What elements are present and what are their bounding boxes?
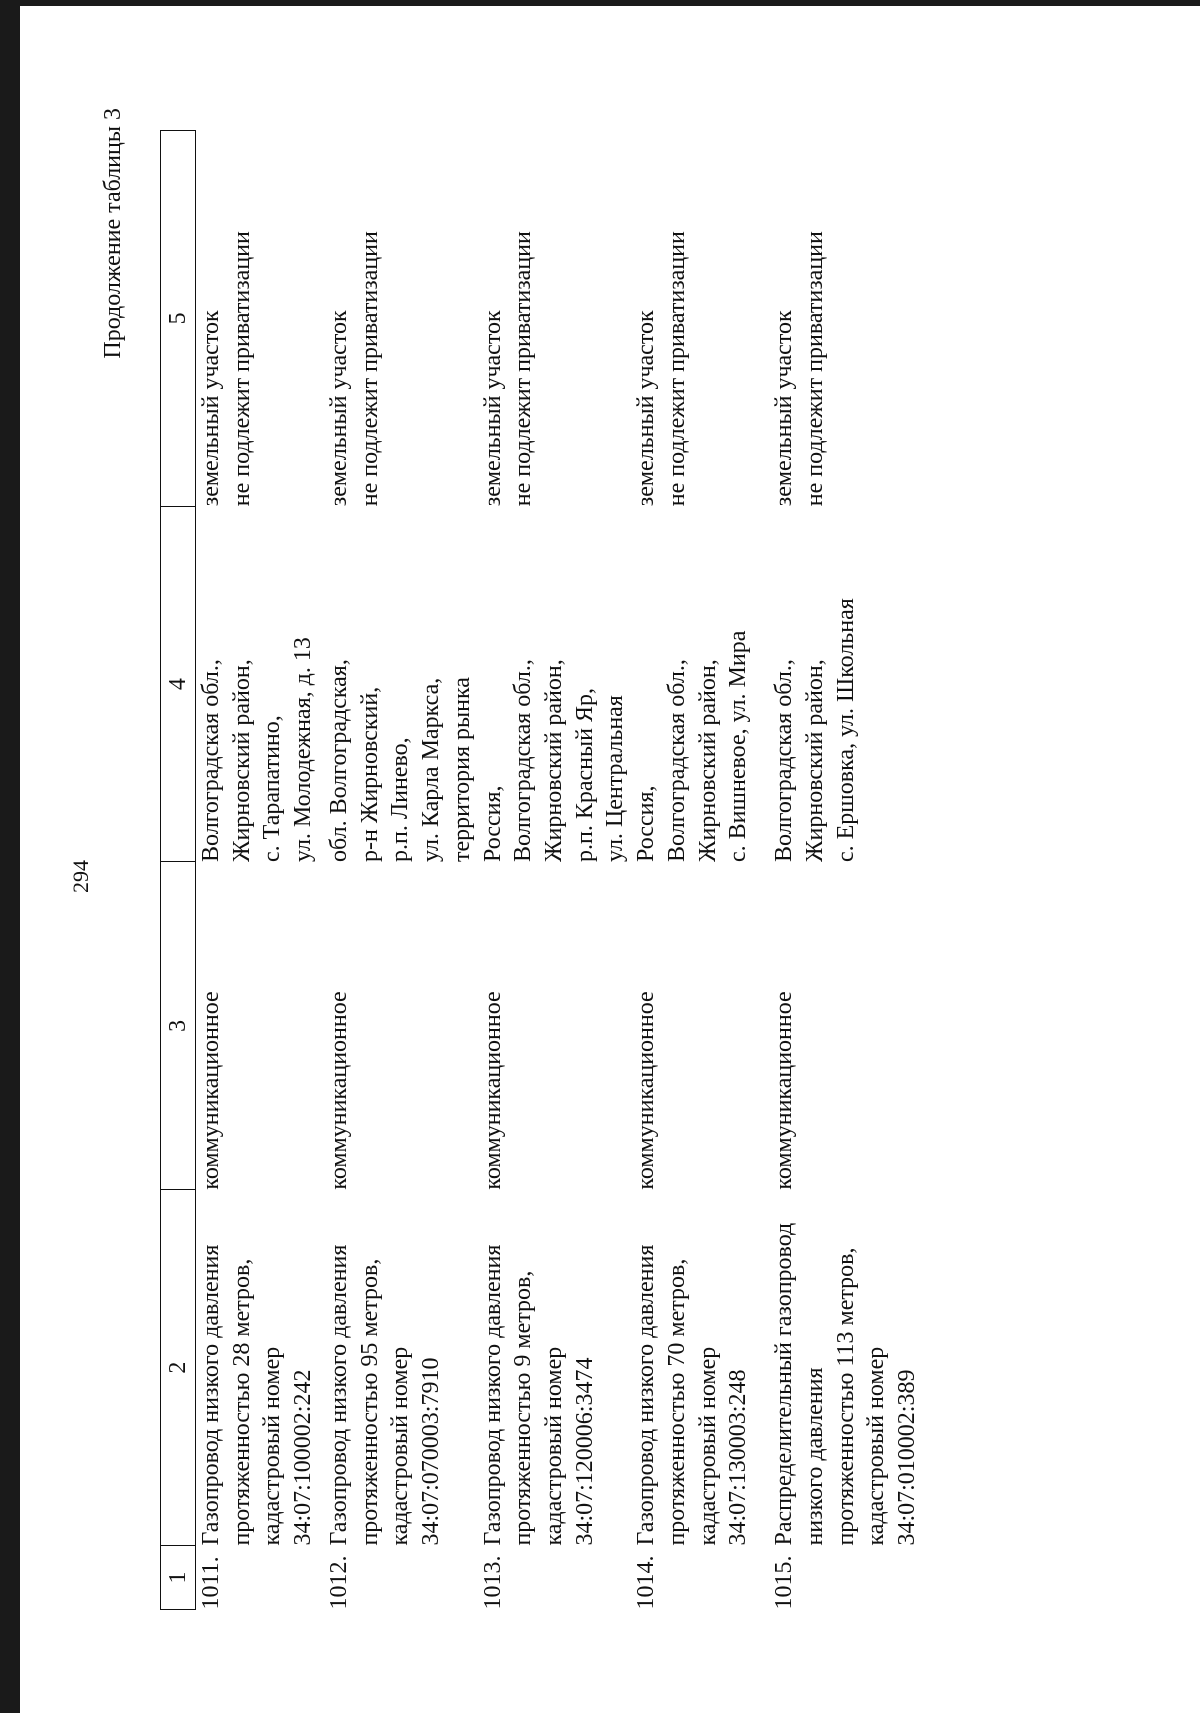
object-name-cell: [196, 1190, 325, 1546]
row-number: 1013.: [479, 1555, 506, 1610]
purpose-cell: [196, 862, 325, 1190]
address-line: р-н Жирновский,: [356, 686, 383, 862]
property-register-table: [160, 130, 929, 1610]
note-line: земельный участок: [198, 310, 224, 507]
object-name-line: Газопровод низкого давления: [198, 1244, 224, 1546]
purpose-line: коммуникационное: [633, 991, 660, 1190]
address-line: Жирновский район,: [541, 659, 568, 862]
address-line: обл. Волгоградская,: [326, 659, 352, 862]
note-line: земельный участок: [326, 310, 352, 507]
address-line: ул. Молодежная, д. 13: [290, 637, 317, 862]
address-line: с. Тарапатино,: [259, 715, 286, 862]
table-row: [478, 131, 632, 1610]
address-line: р.п. Красный Яр,: [571, 688, 598, 862]
address-cell: [478, 506, 632, 862]
row-number: 1011.: [198, 1556, 224, 1610]
address-line: р.п. Линево,: [387, 737, 414, 862]
address-line: Россия,: [633, 785, 660, 862]
column-header-1: 1: [161, 1546, 196, 1610]
address-line: Волгоградская обл.,: [663, 659, 690, 862]
note-line: не подлежит приватизации: [801, 231, 828, 507]
note-cell: [478, 131, 632, 507]
column-header-5: 5: [161, 131, 196, 507]
object-name-line: протяженностью 28 метров,: [228, 1258, 255, 1546]
object-name-line: кадастровый номер: [541, 1346, 568, 1546]
object-name-line: протяженностью 113 метров,: [832, 1247, 859, 1546]
object-name-cell: [478, 1190, 632, 1546]
address-cell: [769, 506, 929, 862]
address-line: Жирновский район,: [228, 659, 255, 862]
note-line: не подлежит приватизации: [228, 231, 255, 507]
note-cell: [196, 131, 325, 507]
object-name-cell: [769, 1190, 929, 1546]
object-name-line: Распределительный газопровод: [771, 1222, 798, 1546]
table-row: [631, 131, 769, 1610]
note-line: земельный участок: [479, 310, 506, 507]
object-name-line: кадастровый номер: [863, 1346, 890, 1546]
page-number: 294: [68, 860, 93, 893]
object-name-line: кадастровый номер: [259, 1346, 286, 1546]
address-line: Россия,: [479, 785, 506, 862]
table-body: [196, 131, 930, 1610]
note-line: не подлежит приватизации: [663, 231, 690, 507]
object-name-line: протяженностью 70 метров,: [663, 1258, 690, 1546]
purpose-cell: [631, 862, 769, 1190]
object-name-line: протяженностью 9 метров,: [510, 1270, 537, 1546]
purpose-line: коммуникационное: [479, 991, 506, 1190]
object-name-cell: [631, 1190, 769, 1546]
address-line: Волгоградская обл.,: [198, 659, 224, 862]
object-name-line: низкого давления: [801, 1367, 828, 1546]
object-name-line: Газопровод низкого давления: [326, 1244, 352, 1546]
address-line: Волгоградская обл.,: [510, 659, 537, 862]
purpose-cell: [478, 862, 632, 1190]
note-line: не подлежит приватизации: [356, 231, 383, 507]
purpose-cell: [324, 862, 478, 1190]
purpose-cell: [769, 862, 929, 1190]
table-row: [196, 131, 325, 1610]
address-line: Волгоградская обл.,: [771, 659, 798, 862]
address-cell: [631, 506, 769, 862]
object-name-line: 34:07:120006:3474: [571, 1357, 598, 1546]
object-name-line: 34:07:010002:389: [894, 1369, 921, 1546]
column-header-3: 3: [161, 862, 196, 1190]
object-name-line: Газопровод низкого давления: [479, 1244, 506, 1546]
note-line: не подлежит приватизации: [510, 231, 537, 507]
object-name-line: кадастровый номер: [694, 1346, 721, 1546]
note-cell: [631, 131, 769, 507]
address-line: Жирновский район,: [801, 659, 828, 862]
address-cell: [324, 506, 478, 862]
address-line: ул. Центральная: [602, 695, 629, 862]
address-cell: [196, 506, 325, 862]
row-number: 1014.: [633, 1555, 660, 1610]
table-row: [769, 131, 929, 1610]
note-line: земельный участок: [633, 310, 660, 507]
object-name-line: 34:07:070003:7910: [418, 1357, 445, 1546]
purpose-line: коммуникационное: [198, 991, 224, 1190]
table-continuation-caption: Продолжение таблицы 3: [100, 108, 126, 359]
row-number: 1015.: [771, 1555, 798, 1610]
object-name-line: 34:07:100002:242: [290, 1369, 317, 1546]
address-line: Жирновский район,: [694, 659, 721, 862]
object-name-cell: [324, 1190, 478, 1546]
table-header: [161, 131, 196, 1610]
object-name-line: кадастровый номер: [387, 1346, 414, 1546]
row-number: 1012.: [326, 1555, 352, 1610]
purpose-line: коммуникационное: [326, 991, 352, 1190]
column-header-4: 4: [161, 506, 196, 862]
address-line: с. Вишневое, ул. Мира: [725, 630, 752, 862]
note-cell: [324, 131, 478, 507]
address-line: ул. Карла Маркса,: [418, 677, 445, 862]
column-header-2: 2: [161, 1190, 196, 1546]
note-cell: [769, 131, 929, 507]
address-line: территория рынка: [448, 677, 475, 862]
table-row: [324, 131, 478, 1610]
purpose-line: коммуникационное: [771, 991, 798, 1190]
object-name-line: Газопровод низкого давления: [633, 1244, 660, 1546]
address-line: с. Ершовка, ул. Школьная: [832, 598, 859, 862]
note-line: земельный участок: [771, 310, 798, 507]
object-name-line: протяженностью 95 метров,: [356, 1258, 383, 1546]
table-header-row: [161, 131, 196, 1610]
object-name-line: 34:07:130003:248: [725, 1369, 752, 1546]
